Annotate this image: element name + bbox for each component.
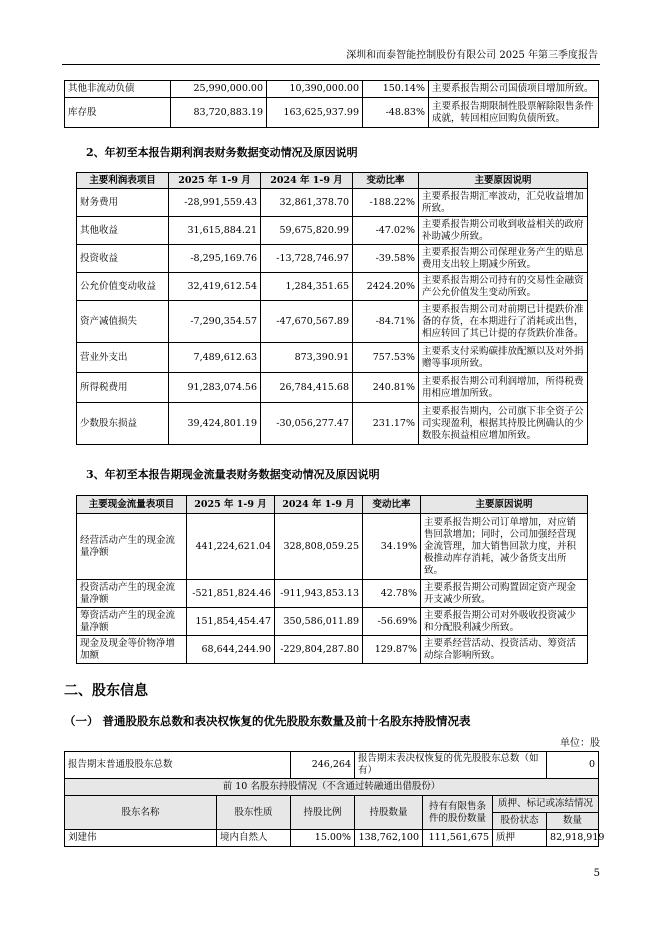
previous-value-cell: 328,808,059.25 — [275, 514, 363, 580]
total-holders-value: 246,264 — [291, 752, 355, 779]
column-header: 股份状态 — [493, 813, 547, 830]
header-divider — [62, 64, 600, 65]
reason-cell: 主要系报告期公司购置固定资产现金开支减少所致。 — [421, 580, 588, 608]
holder-pledge-status-cell: 质押 — [493, 830, 547, 847]
page-number: 5 — [593, 868, 600, 879]
current-value-cell: 31,615,884.21 — [169, 217, 261, 245]
column-header: 股东性质 — [217, 796, 291, 830]
top10-caption: 前 10 名股东持股情况（不含通过转融通出借股份） — [65, 779, 599, 796]
reason-cell: 主要系报告期公司保理业务产生的贴息费用支出较上期减少所致。 — [419, 245, 588, 273]
column-header: 2024 年 1-9 月 — [275, 496, 363, 514]
change-ratio-cell: 129.87% — [363, 636, 421, 664]
current-value-cell: 151,854,454.47 — [187, 608, 275, 636]
reason-cell: 主要系报告期公司收到收益相关的政府补助减少所致。 — [419, 217, 588, 245]
holder-qty-cell: 138,762,100 — [355, 830, 423, 847]
reason-cell: 主要系报告期汇率波动，汇兑收益增加所致。 — [419, 189, 588, 217]
table-row — [77, 343, 588, 373]
table-header-row — [77, 496, 588, 514]
balance-sheet-continuation-table — [64, 80, 599, 128]
item-cell: 经营活动产生的现金流量净额 — [77, 514, 187, 580]
change-ratio-cell: -47.02% — [353, 217, 419, 245]
table-row — [77, 373, 588, 403]
current-value-cell: -521,851,824.46 — [187, 580, 275, 608]
previous-value-cell: 10,390,000.00 — [267, 81, 363, 98]
reason-cell: 主要系报告期限制性股票解除限售条件成就，转回相应回购负债所致。 — [429, 98, 599, 128]
previous-value-cell: 350,586,011.89 — [275, 608, 363, 636]
item-cell: 营业外支出 — [77, 343, 169, 373]
previous-value-cell: 32,861,378.70 — [261, 189, 353, 217]
item-cell: 库存股 — [65, 98, 171, 128]
previous-value-cell: -30,056,277.47 — [261, 403, 353, 445]
item-cell: 财务费用 — [77, 189, 169, 217]
reason-cell: 主要系报告期内，公司旗下非全资子公司实现盈利，根据其持股比例确认的少数股东损益相应增加所致。 — [419, 403, 588, 445]
previous-value-cell: -229,804,287.80 — [275, 636, 363, 664]
holder-name-cell: 刘建伟 — [65, 830, 217, 847]
change-ratio-cell: 150.14% — [363, 81, 429, 98]
column-header: 主要利润表项目 — [77, 173, 169, 189]
holder-ratio-cell: 15.00% — [291, 830, 355, 847]
holder-restricted-cell: 111,561,675 — [423, 830, 493, 847]
column-header: 质押、标记或冻结情况 — [493, 796, 599, 813]
column-header: 2024 年 1-9 月 — [261, 173, 353, 189]
column-header: 股东名称 — [65, 796, 217, 830]
table-row — [77, 189, 588, 217]
previous-value-cell: 59,675,820.99 — [261, 217, 353, 245]
current-value-cell: -28,991,559.43 — [169, 189, 261, 217]
change-ratio-cell: -48.83% — [363, 98, 429, 128]
shareholder-table — [64, 751, 605, 847]
table-row — [65, 830, 599, 847]
column-header: 持有有限售条件的股份数量 — [423, 796, 493, 830]
table-row — [77, 217, 588, 245]
previous-value-cell: -47,670,567.89 — [261, 301, 353, 343]
table-row — [77, 514, 588, 580]
section-3-title: 3、年初至本报告期现金流量表财务数据变动情况及原因说明 — [86, 468, 380, 481]
column-header: 主要现金流量表项目 — [77, 496, 187, 514]
table-row — [65, 81, 599, 98]
current-value-cell: 91,283,074.56 — [169, 373, 261, 403]
holder-nature-cell: 境内自然人 — [217, 830, 291, 847]
column-header: 数量 — [547, 813, 599, 830]
table-header-row — [65, 796, 599, 813]
part-2-title: 二、股东信息 — [64, 683, 148, 699]
item-cell: 筹资活动产生的现金流量净额 — [77, 608, 187, 636]
reason-cell: 主要系报告期公司利润增加，所得税费用相应增加所致。 — [419, 373, 588, 403]
reason-cell: 主要系报告期公司持有的交易性金融资产公允价值发生变动所致。 — [419, 273, 588, 301]
current-value-cell: -7,290,354.57 — [169, 301, 261, 343]
change-ratio-cell: 34.19% — [363, 514, 421, 580]
previous-value-cell: 873,390.91 — [261, 343, 353, 373]
column-header: 2025 年 1-9 月 — [187, 496, 275, 514]
current-value-cell: 32,419,612.54 — [169, 273, 261, 301]
page-header: 深圳和而泰智能控制股份有限公司 2025 年第三季度报告 — [346, 50, 598, 61]
current-value-cell: 68,644,244.90 — [187, 636, 275, 664]
current-value-cell: 83,720,883.19 — [171, 98, 267, 128]
table-row — [65, 779, 599, 796]
column-header: 2025 年 1-9 月 — [169, 173, 261, 189]
change-ratio-cell: -84.71% — [353, 301, 419, 343]
reason-cell: 主要系报告期公司对前期已计提跌价准备的存货，在本期进行了消耗或出售，相应转回了其已计提的存货跌价准备。 — [419, 301, 588, 343]
shareholder-subtitle: （一） 普通股股东总数和表决权恢复的优先股股东数量及前十名股东持股情况表 — [64, 714, 471, 728]
change-ratio-cell: 2424.20% — [353, 273, 419, 301]
reason-cell: 主要系报告期公司国债项目增加所致。 — [429, 81, 599, 98]
change-ratio-cell: 231.17% — [353, 403, 419, 445]
pref-holders-label: 报告期末表决权恢复的优先股股东总数（如有） — [355, 752, 547, 779]
column-header: 主要原因说明 — [419, 173, 588, 189]
table-row — [65, 752, 599, 779]
current-value-cell: 441,224,621.04 — [187, 514, 275, 580]
table-row — [77, 580, 588, 608]
table-row — [65, 98, 599, 128]
section-2-title: 2、年初至本报告期利润表财务数据变动情况及原因说明 — [86, 146, 358, 159]
item-cell: 其他非流动负债 — [65, 81, 171, 98]
change-ratio-cell: -188.22% — [353, 189, 419, 217]
table-row — [77, 273, 588, 301]
reason-cell: 主要系经营活动、投资活动、筹资活动综合影响所致。 — [421, 636, 588, 664]
table-row — [77, 636, 588, 664]
change-ratio-cell: 240.81% — [353, 373, 419, 403]
reason-cell: 主要系支付采购碳排放配额以及对外捐赠等事项所致。 — [419, 343, 588, 373]
item-cell: 投资活动产生的现金流量净额 — [77, 580, 187, 608]
table-header-row — [77, 173, 588, 189]
column-header: 变动比率 — [363, 496, 421, 514]
current-value-cell: -8,295,169.76 — [169, 245, 261, 273]
table-row — [77, 403, 588, 445]
item-cell: 投资收益 — [77, 245, 169, 273]
item-cell: 其他收益 — [77, 217, 169, 245]
holder-pledge-qty-cell: 82,918,919 — [547, 830, 599, 847]
change-ratio-cell: -39.58% — [353, 245, 419, 273]
previous-value-cell: 163,625,937.99 — [267, 98, 363, 128]
change-ratio-cell: 757.53% — [353, 343, 419, 373]
item-cell: 公允价值变动收益 — [77, 273, 169, 301]
current-value-cell: 7,489,612.63 — [169, 343, 261, 373]
previous-value-cell: -13,728,746.97 — [261, 245, 353, 273]
change-ratio-cell: -56.69% — [363, 608, 421, 636]
pref-holders-value: 0 — [547, 752, 599, 779]
column-header: 主要原因说明 — [421, 496, 588, 514]
column-header: 变动比率 — [353, 173, 419, 189]
table-row — [77, 301, 588, 343]
total-holders-label: 报告期末普通股股东总数 — [65, 752, 291, 779]
column-header: 持股比例 — [291, 796, 355, 830]
previous-value-cell: 26,784,415.68 — [261, 373, 353, 403]
reason-cell: 主要系报告期公司订单增加，对应销售回款增加；同时，公司加强经营现金流管理，加大销售回款力度，并积极推动库存消耗，减少备货支出所致。 — [421, 514, 588, 580]
item-cell: 少数股东损益 — [77, 403, 169, 445]
item-cell: 资产减值损失 — [77, 301, 169, 343]
item-cell: 所得税费用 — [77, 373, 169, 403]
reason-cell: 主要系报告期公司对外吸收投资减少和分配股利减少所致。 — [421, 608, 588, 636]
unit-label: 单位：股 — [560, 738, 600, 749]
previous-value-cell: -911,943,853.13 — [275, 580, 363, 608]
income-statement-table — [76, 172, 588, 445]
table-row — [77, 245, 588, 273]
item-cell: 现金及现金等价物净增加额 — [77, 636, 187, 664]
change-ratio-cell: 42.78% — [363, 580, 421, 608]
current-value-cell: 25,990,000.00 — [171, 81, 267, 98]
column-header: 持股数量 — [355, 796, 423, 830]
previous-value-cell: 1,284,351.65 — [261, 273, 353, 301]
table-row — [77, 608, 588, 636]
current-value-cell: 39,424,801.19 — [169, 403, 261, 445]
cash-flow-table — [76, 495, 588, 664]
